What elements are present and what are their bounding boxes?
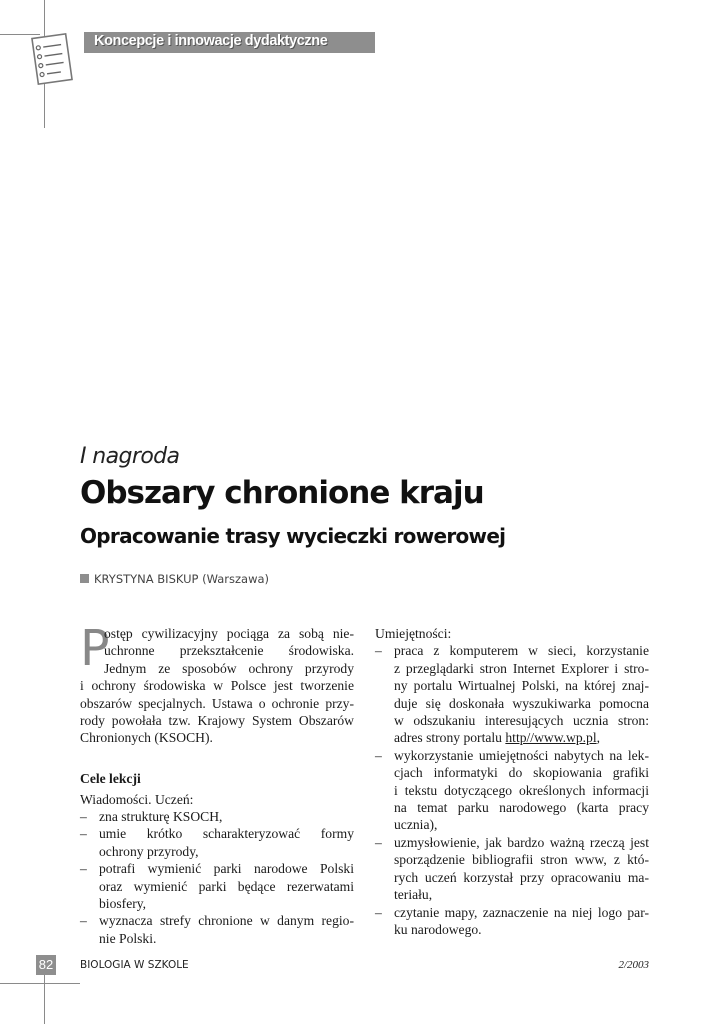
section-banner-text: Koncepcje i innowacje dydaktyczne (94, 33, 328, 49)
list-item: – umie krótko scharakteryzować formy ochrony przyrody, (80, 826, 354, 859)
intro-line: obszarów specjalnych. Ustawa o ochronie przy- (80, 695, 354, 711)
intro-line: Chronionych (KSOCH). (80, 730, 213, 746)
author-square-icon (80, 574, 89, 583)
goals-heading: Cele lekcji (80, 771, 141, 787)
intro-line: i ochrony środowiska w Polsce jest tworzenie (80, 678, 354, 694)
author-line (80, 572, 269, 586)
knowledge-label: Wiadomości. Uczeń: (80, 791, 194, 807)
list-item: – potrafi wymienić parki narodowe Polski oraz wymienić parki będące rezerwatami biosfery, (80, 861, 354, 912)
portal-url: http//www.wp.pl (505, 730, 597, 746)
document-checklist-icon (27, 30, 77, 88)
article-subtitle: Opracowanie trasy wycieczki rowerowej (80, 524, 506, 548)
left-column (80, 620, 354, 947)
award-label: I nagroda (80, 444, 180, 469)
right-column (375, 625, 649, 938)
list-item: – zna strukturę KSOCH, (80, 809, 223, 825)
intro-line: ostęp cywilizacyjny pociąga za sobą nie- (104, 626, 354, 641)
crop-line-bottom-horizontal (0, 983, 80, 984)
author-name: KRYSTYNA BISKUP (Warszawa) (94, 572, 270, 586)
issue-number: 2/2003 (618, 959, 649, 971)
journal-name: BIOLOGIA W SZKOLE (80, 959, 189, 971)
page-number: 82 (36, 955, 56, 975)
article-title: Obszary chronione kraju (80, 475, 484, 511)
list-item: – wykorzystanie umiejętności nabytych na lek- cjach informatyki do skopiowania grafiki i tekstu dotyczącego określonych informacji na temat parku narodowego (karta pracy ucznia), (375, 747, 649, 833)
list-item: – uzmysłowienie, jak bardzo ważną rzeczą jest sporządzenie bibliografii stron www, z któ- rych uczeń korzystał przy opracowaniu ma- teriału, (375, 834, 649, 903)
intro-line: rody powołała tzw. Krajowy System Obszarów (80, 713, 354, 729)
intro-line: uchronne przekształcenie środowiska. (104, 643, 354, 659)
section-banner (84, 32, 375, 53)
drop-cap: P (80, 620, 110, 677)
list-item: – czytanie mapy, zaznaczenie na niej logo par- ku narodowego. (375, 904, 649, 937)
list-item: – wyznacza strefy chronione w danym regio- nie Polski. (80, 913, 354, 946)
intro-paragraph (80, 620, 354, 747)
intro-line: Jednym ze sposobów ochrony przyrody (104, 660, 354, 676)
skills-label: Umiejętności: (375, 626, 452, 641)
list-item: – praca z komputerem w sieci, korzystanie z przeglądarki stron Internet Explorer i stro- ny portalu Wirtualnej Polski, na której znaj- duje się doskonała wyszukiwarka pomocna w odszukaniu interesujących ucznia stron: adres strony portalu http//www.wp.pl, (375, 643, 649, 746)
